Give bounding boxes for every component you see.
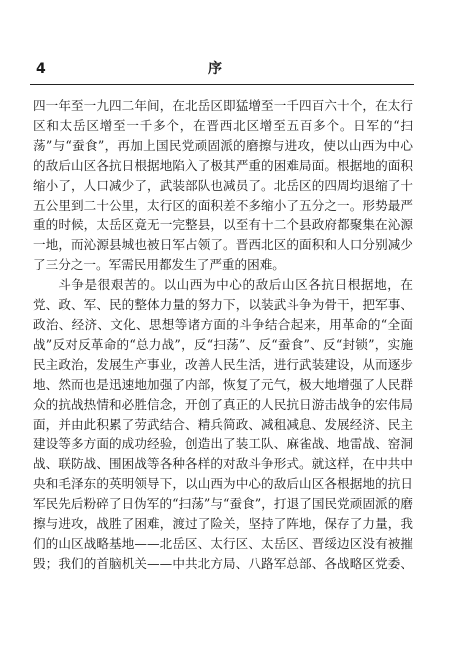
body-text <box>33 96 413 574</box>
page-number: 4 <box>36 61 46 77</box>
running-title: 序 <box>208 61 222 77</box>
header-rule <box>30 84 414 85</box>
paragraph-1: 四一年至一九四二年间，在北岳区即猛增至一千四百六十个，在太行区和太岳区增至一千多个，在晋西北区增至五百多个。日军的“扫荡”与“蚕食”，再加上国民党顽固派的磨擦与进攻，使以山西为中心的敌后山区各抗日根据地陷入了极其严重的困难局面。根据地的面积缩小了，人口减少了，武装部队也减员了。北岳区的四周均退缩了十五公里到二十公里，太行区的面积差不多缩小了五分之一。形势最严重的时候，太岳区竟无一完整县，以至有十二个县政府都聚集在沁源一地，而沁源县城也被日军占领了。晋西北区的面积和人口分别减少了三分之一。军需民用都发生了严重的困难。 <box>33 98 413 273</box>
paragraph-2: 斗争是很艰苦的。以山西为中心的敌后山区各抗日根据地，在党、政、军、民的整体力量的努力下，以装武斗争为骨干，把军事、政治、经济、文化、思想等诸方面的斗争结合起来，用革命的“全面战”反对反革命的“总力战”，反“扫荡”、反“蚕食”、反“封锁”，实施民主政治，发展生产事业，改善人民生活，进行武装建设，从而逐步地、然而也是迅速地加强了内部，恢复了元气，极大地增强了人民群众的抗战热情和必胜信念，开创了真正的人民抗日游击战争的宏伟局面，并由此积累了劳武结合、精兵简政、减租减息、发展经济、民主建设等多方面的成功经验，创造出了装工队、麻雀战、地雷战、窑洞战、联防战、围困战等各种各样的对敌斗争形式。就这样，在中共中央和毛泽东的英明领导下，以山西为中心的敌后山区各根据地的抗日军民先后粉碎了日伪军的“扫荡”与“蚕食”，打退了国民党顽固派的磨擦与进攻，战胜了困难，渡过了险关，坚持了阵地，保存了力量，我们的山区战略基地——北岳区、太行区、太岳区、晋绥边区没有被摧毁；我们的首脑机关——中共北方局、八路军总部、各战略区党委、 <box>33 277 413 571</box>
page-header <box>28 60 408 82</box>
